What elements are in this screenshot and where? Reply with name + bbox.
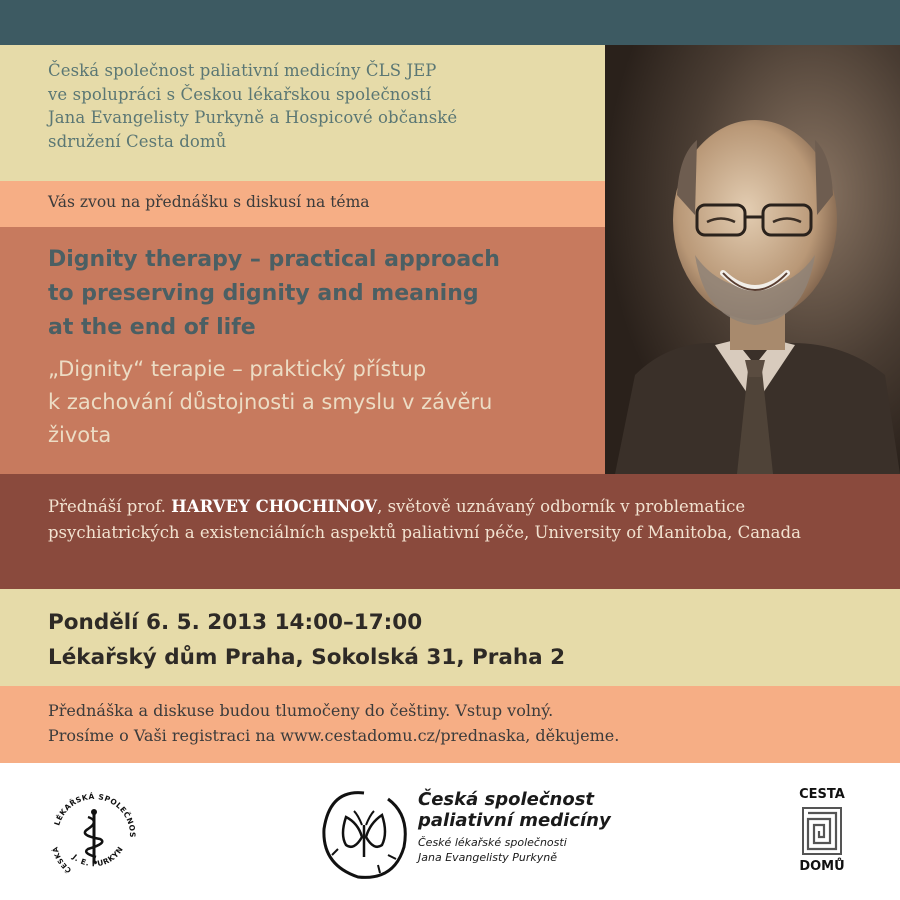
spm-sub-line: Jana Evangelisty Purkyně [418,851,558,864]
translation-note: Přednáška a diskuse budou tlumočeny do češtiny. Vstup volný. [48,701,554,720]
topic-title-czech [48,353,492,452]
notes-panel [0,686,900,763]
registration-note: Prosíme o Vaši registraci na www.cestadomu.cz/prednaska, děkujeme. [48,726,620,745]
cesta-domu-logo [790,787,854,883]
cesta-top-word: CESTA [799,787,845,802]
svg-text:ČESKÁ [50,846,73,875]
organizers-line: ve spolupráci s Českou lékařskou společností [48,84,432,104]
cesta-bottom-word: DOMŮ [799,859,845,874]
cls-ring-bottom-text: J. E. PURKYN [70,844,126,869]
event-details [48,605,565,675]
spm-name [418,789,611,831]
notes-text [48,698,619,748]
cls-emblem-icon [44,785,144,885]
spm-sub-line: České lékařské společnosti [418,836,567,849]
logo-footer [0,763,900,900]
event-details-panel [0,589,900,686]
spm-name-line: Česká společnost [418,789,595,810]
organizers-text [48,59,457,153]
topic-cs-line: života [48,423,112,447]
lecture-topic-panel [0,227,605,474]
spm-subtitle [418,835,567,865]
invitation-panel [0,181,605,227]
speaker-panel [0,474,900,589]
top-bar [0,0,900,45]
topic-title-english [48,243,500,345]
cls-purkyne-logo [44,785,144,885]
invitation-text: Vás zvou na přednášku s diskusí na téma [48,193,370,211]
organizers-line: Jana Evangelisty Purkyně a Hospicové občanské [48,108,458,127]
maze-icon [802,807,842,855]
topic-cs-line: k zachování důstojnosti a smyslu v závěru [48,390,493,414]
cls-ring-left-text: ČESKÁ [51,845,74,875]
spm-name-line: paliativní medicíny [418,810,611,831]
topic-en-line: Dignity therapy – practical approach [48,247,500,272]
cls-ring-top-text: LÉKAŘSKÁ SPOLEČNOS [52,791,138,838]
topic-cs-line: „Dignity“ terapie – praktický přístup [48,357,427,381]
organizers-line: sdružení Cesta domů [48,131,227,151]
organizers-line: Česká společnost paliativní medicíny ČLS JEP [48,61,437,80]
organizers-panel [0,45,605,181]
speaker-description [48,494,868,545]
event-venue: Lékařský dům Praha, Sokolská 31, Praha 2 [48,645,566,670]
event-datetime: Pondělí 6. 5. 2013 14:00–17:00 [48,610,423,635]
svg-text:LÉKAŘSKÁ SPOLEČNOST [44,785,137,838]
speaker-portrait-illustration [605,45,900,474]
speaker-details: , světově uznávaný odborník v problematice psychiatrických a existenciálních aspektů paliativní péče, University of Manitoba, Canada [48,497,801,542]
topic-en-line: to preserving dignity and meaning [48,281,479,306]
butterfly-icon [318,785,410,885]
speaker-prefix: Přednáší prof. [48,497,172,516]
speaker-photo [605,45,900,474]
speaker-name: HARVEY CHOCHINOV [171,497,378,516]
spm-logo [318,785,618,885]
topic-en-line: at the end of life [48,315,256,340]
